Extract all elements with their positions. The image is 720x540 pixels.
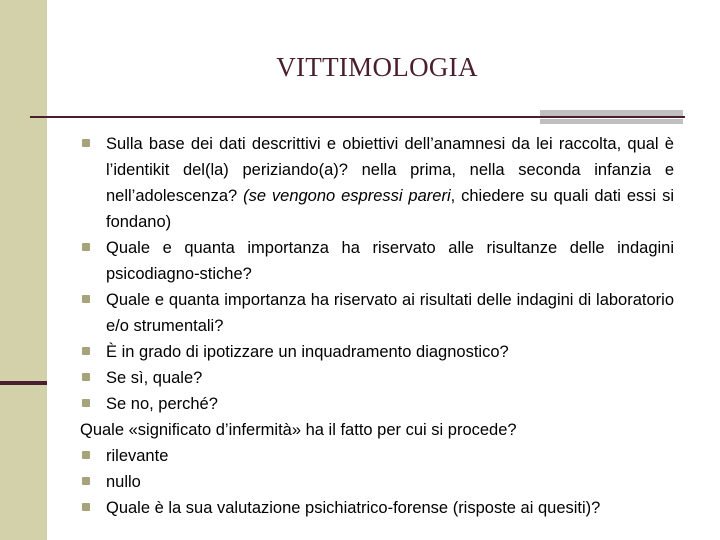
bullet-item xyxy=(80,495,674,521)
bullet-item xyxy=(80,443,674,469)
item-text: Se sì, quale? xyxy=(106,369,203,387)
item-text: Se no, perché? xyxy=(106,395,218,413)
bullet-item xyxy=(80,469,674,495)
item-text: Quale e quanta importanza ha riservato ai risultati delle indagini di laboratorio e/o strumentali? xyxy=(106,291,674,335)
item-text: rilevante xyxy=(106,447,169,465)
square-bullet-icon xyxy=(82,139,90,147)
item-text: Quale è la sua valutazione psichiatrico-forense (risposte ai quesiti)? xyxy=(106,499,601,517)
item-text: È in grado di ipotizzare un inquadramento diagnostico? xyxy=(106,343,509,361)
item-text: Sulla base dei dati descrittivi e obiettivi dell’anamnesi da lei raccolta, qual è l’identikit del(la) periziando(a)? nella prima, nella seconda infanzia e nell’adolescenza? xyxy=(106,135,674,205)
slide-title: VITTIMOLOGIA xyxy=(276,52,478,82)
square-bullet-icon xyxy=(82,373,90,381)
square-bullet-icon xyxy=(82,451,90,459)
bullet-list xyxy=(80,131,674,521)
sidebar-accent-mark xyxy=(0,381,47,385)
plain-text-line xyxy=(80,417,674,443)
item-text: Quale e quanta importanza ha riservato alle risultanze delle indagini psicodiagno-stiche? xyxy=(106,239,674,283)
square-bullet-icon xyxy=(82,477,90,485)
title-rule xyxy=(30,116,685,118)
square-bullet-icon xyxy=(82,243,90,251)
item-text: , chiedere su quali dati essi si fondano) xyxy=(106,187,675,231)
left-sidebar-band xyxy=(0,0,47,540)
bullet-item xyxy=(80,339,674,365)
bullet-item xyxy=(80,287,674,339)
bullet-item xyxy=(80,365,674,391)
square-bullet-icon xyxy=(82,347,90,355)
item-text: nullo xyxy=(106,473,141,491)
square-bullet-icon xyxy=(82,399,90,407)
item-text: Quale «significato d’infermità» ha il fatto per cui si procede? xyxy=(80,421,517,439)
square-bullet-icon xyxy=(82,295,90,303)
italic-text: (se vengono espressi pareri xyxy=(243,187,451,205)
title-rule-accent-bottom xyxy=(540,119,683,124)
bullet-item xyxy=(80,391,674,417)
square-bullet-icon xyxy=(82,503,90,511)
bullet-item xyxy=(80,131,674,235)
bullet-item xyxy=(80,235,674,287)
